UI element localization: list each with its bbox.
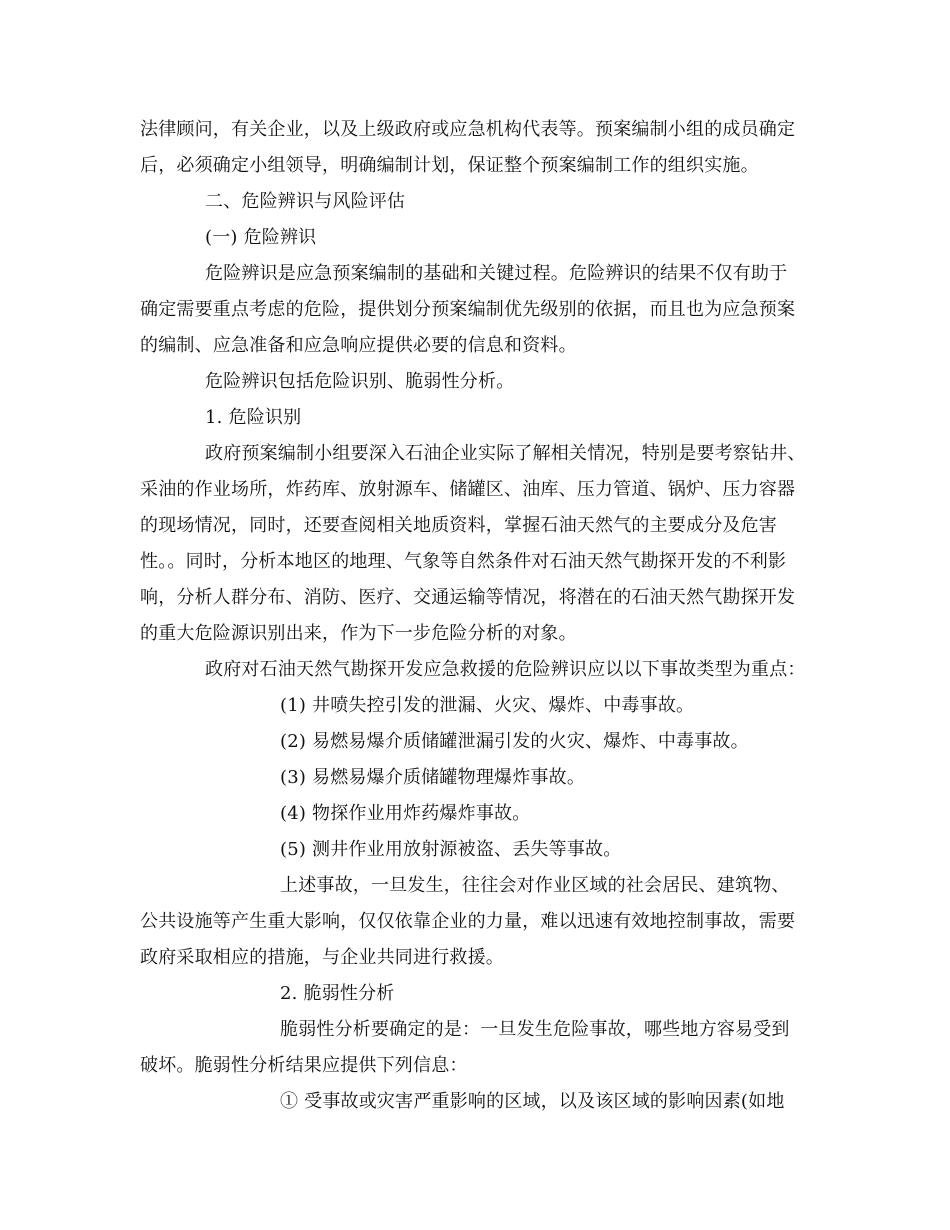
paragraph-line: 响，分析人群分布、消防、医疗、交通运输等情况，将潜在的石油天然气勘探开发 [140,587,796,608]
subsection-heading: 2. 脆弱性分析 [280,983,395,1004]
paragraph-line: 公共设施等产生重大影响，仅仅依靠企业的力量，难以迅速有效地控制事故，需要 [140,911,796,932]
list-item: (1) 井喷失控引发的泄漏、火灾、爆炸、中毒事故。 [280,695,695,716]
paragraph-line: 的编制、应急准备和应急响应提供必要的信息和资料。 [140,335,577,356]
list-item: (3) 易燃易爆介质储罐物理爆炸事故。 [280,767,586,788]
paragraph-line: 危险辨识是应急预案编制的基础和关键过程。危险辨识的结果不仅有助于 [205,263,788,284]
paragraph-line: 法律顾问，有关企业，以及上级政府或应急机构代表等。预案编制小组的成员确定 [140,119,796,140]
subsection-heading: 1. 危险识别 [205,407,302,428]
paragraph-line: 采油的作业场所，炸药库、放射源车、储罐区、油库、压力管道、锅炉、压力容器 [140,479,796,500]
paragraph-line: 确定需要重点考虑的危险，提供划分预案编制优先级别的依据，而且也为应急预案 [140,299,796,320]
list-item: ① 受事故或灾害严重影响的区域，以及该区域的影响因素(如地 [280,1091,785,1112]
paragraph-line: 性。。同时，分析本地区的地理、气象等自然条件对石油天然气勘探开发的不利影 [140,551,787,572]
paragraph-line: 后，必须确定小组领导，明确编制计划，保证整个预案编制工作的组织实施。 [140,155,759,176]
paragraph-line: 的重大危险源识别出来，作为下一步危险分析的对象。 [140,623,577,644]
paragraph-line: 政府对石油天然气勘探开发应急救援的危险辨识应以以下事故类型为重点： [205,659,806,680]
paragraph-line: 政府采取相应的措施，与企业共同进行救援。 [140,947,504,968]
paragraph-line: 政府预案编制小组要深入石油企业实际了解相关情况，特别是要考察钻井、 [205,443,806,464]
subsection-heading: (一) 危险辨识 [205,227,317,248]
list-item: (2) 易燃易爆介质储罐泄漏引发的火灾、爆炸、中毒事故。 [280,731,749,752]
section-heading: 二、危险辨识与风险评估 [205,191,406,212]
paragraph-line: 危险辨识包括危险识别、脆弱性分析。 [205,371,515,392]
paragraph-line: 脆弱性分析要确定的是：一旦发生危险事故，哪些地方容易受到 [280,1019,790,1040]
paragraph-line: 的现场情况，同时，还要查阅相关地质资料，掌握石油天然气的主要成分及危害 [140,515,777,536]
paragraph-line: 上述事故，一旦发生，往往会对作业区域的社会居民、建筑物、 [280,875,790,896]
list-item: (4) 物探作业用炸药爆炸事故。 [280,803,531,824]
paragraph-line: 破坏。脆弱性分析结果应提供下列信息： [140,1055,468,1076]
list-item: (5) 测井作业用放射源被盗、丢失等事故。 [280,839,622,860]
